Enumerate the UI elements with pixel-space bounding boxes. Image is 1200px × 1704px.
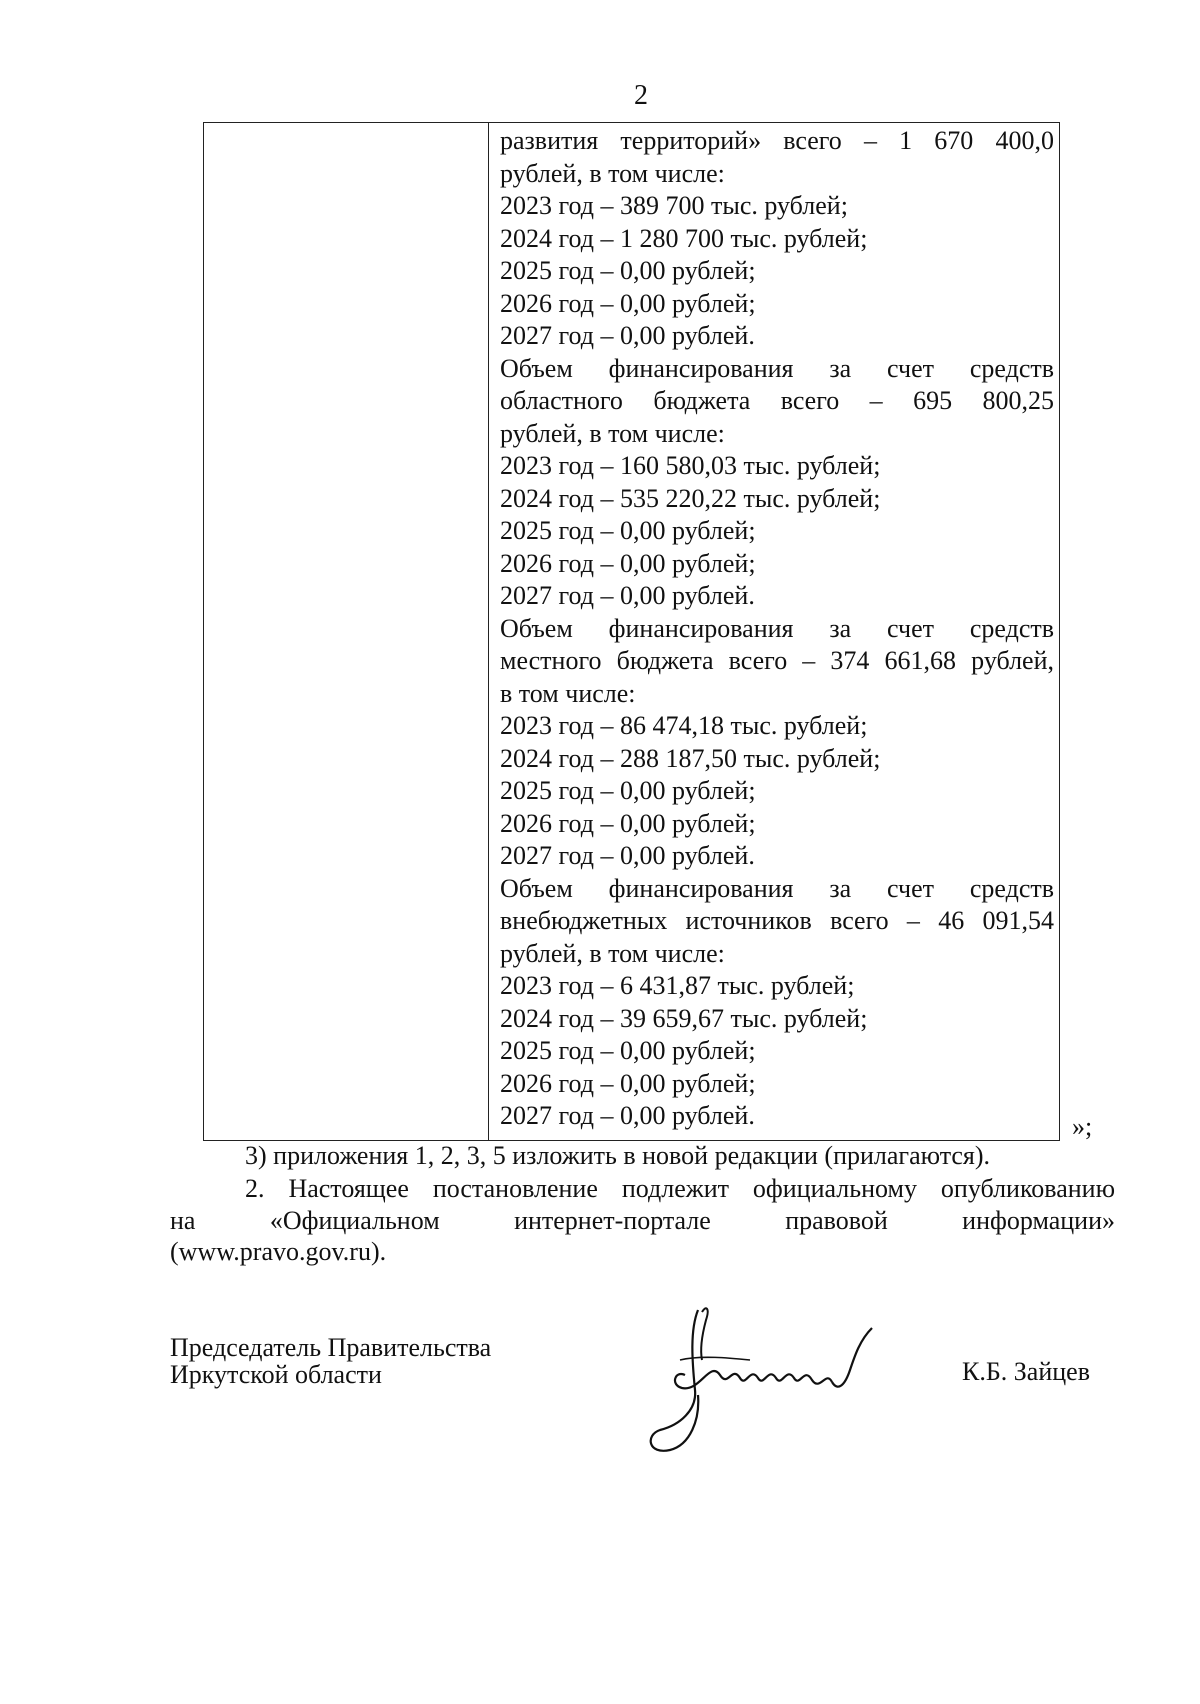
table-cell-line: 2027 год – 0,00 рублей. (500, 581, 755, 610)
table-cell-line: местного бюджета всего – 374 661,68 рублей, (500, 646, 1054, 675)
paragraph-item-3: 3) приложения 1, 2, 3, 5 изложить в новой редакции (прилагаются). (245, 1141, 991, 1170)
table-cell-line: Объем финансирования за счет средств (500, 873, 1054, 903)
table-cell-line: областного бюджета всего – 695 800,25 (500, 386, 1054, 415)
table-cell-line: рублей, в том числе: (500, 938, 725, 968)
table-right-cell (500, 125, 1054, 1133)
table-cell-line: внебюджетных источников всего – 46 091,54 (500, 906, 1054, 935)
table-cell-line: 2025 год – 0,00 рублей; (500, 776, 756, 805)
page-number: 2 (634, 80, 648, 111)
table-cell-line: 2026 год – 0,00 рублей; (500, 808, 756, 838)
table-cell-line: Объем финансирования за счет средств (500, 353, 1054, 383)
signatory-title-line-1: Председатель Правительства (170, 1333, 492, 1362)
table-cell-line: Объем финансирования за счет средств (500, 613, 1054, 643)
table-cell-line: 2023 год – 6 431,87 тыс. рублей; (500, 971, 855, 1000)
table-cell-line: 2025 год – 0,00 рублей; (500, 256, 756, 285)
table-cell-line: 2024 год – 288 187,50 тыс. рублей; (500, 743, 881, 773)
table-cell-line: 2027 год – 0,00 рублей. (500, 841, 755, 870)
paragraph-item-2-line-1: 2. Настоящее постановление подлежит официальному опубликованию (245, 1174, 1115, 1203)
financing-table (203, 122, 1060, 1141)
paragraph-item-2-line-2: на «Официальном интернет-портале правовой информации» (170, 1205, 1115, 1235)
table-cell-line: 2023 год – 160 580,03 тыс. рублей; (500, 451, 881, 480)
signatory-title (170, 1334, 491, 1388)
table-cell-line: в том числе: (500, 678, 636, 708)
table-cell-line: 2026 год – 0,00 рублей; (500, 548, 756, 578)
table-cell-line: 2024 год – 535 220,22 тыс. рублей; (500, 483, 881, 513)
table-cell-line: 2026 год – 0,00 рублей; (500, 288, 756, 318)
table-cell-line: 2023 год – 389 700 тыс. рублей; (500, 191, 848, 220)
table-cell-line: 2024 год – 1 280 700 тыс. рублей; (500, 223, 868, 253)
signatory-title-line-2: Иркутской области (170, 1360, 382, 1389)
table-cell-line: рублей, в том числе: (500, 418, 725, 448)
paragraph-item-2 (170, 1173, 1115, 1268)
table-cell-line: 2023 год – 86 474,18 тыс. рублей; (500, 711, 868, 740)
table-cell-line: 2025 год – 0,00 рублей; (500, 1036, 756, 1065)
table-cell-line: 2026 год – 0,00 рублей; (500, 1068, 756, 1098)
table-cell-line: 2024 год – 39 659,67 тыс. рублей; (500, 1003, 868, 1033)
table-cell-line: 2027 год – 0,00 рублей. (500, 1101, 755, 1130)
handwritten-signature (640, 1300, 920, 1460)
table-cell-line: развития территорий» всего – 1 670 400,0 (500, 126, 1054, 155)
signer-name: К.Б. Зайцев (962, 1357, 1090, 1386)
table-cell-line: 2027 год – 0,00 рублей. (500, 321, 755, 350)
table-cell-line: 2025 год – 0,00 рублей; (500, 516, 756, 545)
paragraph-item-2-line-3: (www.pravo.gov.ru). (170, 1237, 387, 1266)
closing-quote: »; (1072, 1112, 1093, 1141)
table-column-divider (488, 123, 489, 1140)
table-cell-line: рублей, в том числе: (500, 158, 725, 188)
